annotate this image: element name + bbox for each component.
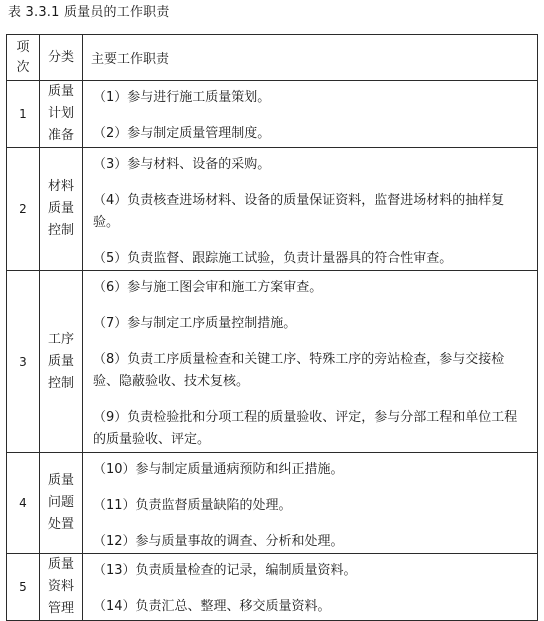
category-line: 控制 (47, 223, 74, 238)
category-line: 准备 (47, 128, 74, 143)
category-line: 工序 (47, 331, 74, 347)
duty-item: （8）负责工序质量检查和关键工序、特殊工序的旁站检查，参与交接检验、隐蔽验收、技术复核。 (93, 352, 505, 389)
category-line: 质量 (47, 84, 74, 99)
duties-table (6, 34, 538, 621)
row-duties (83, 81, 538, 148)
category-line: 材料 (47, 179, 74, 194)
duty-item: （10）参与制定质量通病预防和纠正措施。 (93, 462, 344, 477)
category-line: 计划 (47, 106, 74, 121)
category-line: 问题 (47, 495, 74, 510)
row-duties (83, 148, 538, 271)
row-category (40, 554, 83, 621)
row-number: 1 (7, 81, 40, 148)
category-line: 质量 (47, 201, 74, 216)
table-row (7, 271, 538, 453)
category-line: 控制 (47, 375, 74, 391)
row-duties (83, 554, 538, 621)
table-row (7, 148, 538, 271)
duty-item: （5）负责监督、跟踪施工试验，负责计量器具的符合性审查。 (93, 251, 453, 266)
row-category (40, 271, 83, 453)
category-line: 资料 (47, 579, 74, 594)
header-item-number-line: 次 (16, 59, 30, 75)
row-number: 3 (7, 271, 40, 453)
row-category (40, 81, 83, 148)
duty-item: （1）参与进行施工质量策划。 (93, 90, 271, 105)
table-row (7, 453, 538, 554)
duty-item: （4）负责核查进场材料、设备的质量保证资料，监督进场材料的抽样复验。 (93, 193, 505, 230)
header-duties: 主要工作职责 (83, 35, 538, 81)
row-duties (83, 453, 538, 554)
table-row (7, 554, 538, 621)
duty-item: （14）负责汇总、整理、移交质量资料。 (93, 599, 331, 614)
duty-item: （12）参与质量事故的调查、分析和处理。 (93, 534, 344, 549)
row-duties (83, 271, 538, 453)
table-caption: 表 3.3.1 质量员的工作职责 (8, 5, 170, 20)
category-line: 质量 (47, 353, 74, 369)
table-row (7, 81, 538, 148)
header-category: 分类 (40, 35, 83, 81)
category-line: 质量 (47, 473, 74, 488)
table-header-row (7, 35, 538, 81)
row-category (40, 148, 83, 271)
duty-item: （6）参与施工图会审和施工方案审查。 (93, 280, 323, 295)
duty-item: （3）参与材料、设备的采购。 (93, 157, 271, 172)
row-number: 5 (7, 554, 40, 621)
row-number: 4 (7, 453, 40, 554)
duty-item: （9）负责检验批和分项工程的质量验收、评定，参与分部工程和单位工程的质量验收、评定。 (93, 410, 518, 447)
row-number: 2 (7, 148, 40, 271)
header-item-number (7, 35, 40, 81)
category-line: 管理 (47, 601, 74, 616)
row-category (40, 453, 83, 554)
category-line: 处置 (47, 517, 74, 532)
duty-item: （2）参与制定质量管理制度。 (93, 126, 271, 141)
duty-item: （11）负责监督质量缺陷的处理。 (93, 498, 292, 513)
duty-item: （13）负责质量检查的记录，编制质量资料。 (93, 563, 357, 578)
category-line: 质量 (47, 557, 74, 572)
header-item-number-line: 项 (16, 39, 30, 55)
duty-item: （7）参与制定工序质量控制措施。 (93, 316, 297, 331)
